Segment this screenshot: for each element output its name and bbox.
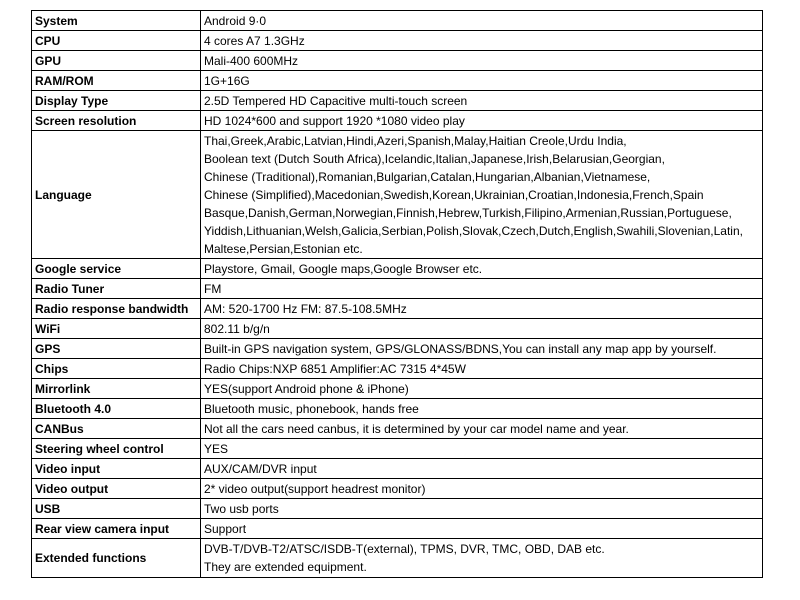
- spec-value-line: Bluetooth music, phonebook, hands free: [204, 401, 419, 416]
- spec-value-line: HD 1024*600 and support 1920 *1080 video play: [204, 113, 465, 128]
- spec-value: [201, 131, 763, 259]
- spec-label: Chips: [32, 359, 201, 379]
- spec-label: Extended functions: [32, 539, 201, 578]
- spec-row: [32, 479, 763, 499]
- spec-label: Google service: [32, 259, 201, 279]
- spec-value-line: Built-in GPS navigation system, GPS/GLONASS/BDNS,You can install any map app by yourself.: [204, 341, 717, 356]
- spec-row: [32, 319, 763, 339]
- spec-row: [32, 519, 763, 539]
- spec-label: Mirrorlink: [32, 379, 201, 399]
- spec-label: System: [32, 11, 201, 31]
- spec-value: [201, 399, 763, 419]
- spec-value-line: Chinese (Simplified),Macedonian,Swedish,Korean,Ukrainian,Croatian,Indonesia,French,Spain: [204, 187, 704, 202]
- spec-row: [32, 379, 763, 399]
- spec-value: [201, 71, 763, 91]
- spec-value: [201, 51, 763, 71]
- spec-label: CPU: [32, 31, 201, 51]
- spec-value: [201, 299, 763, 319]
- spec-value-line: AUX/CAM/DVR input: [204, 461, 317, 476]
- spec-value: [201, 419, 763, 439]
- spec-label: Screen resolution: [32, 111, 201, 131]
- spec-value-line: Two usb ports: [204, 501, 279, 516]
- spec-value-line: Maltese,Persian,Estonian etc.: [204, 241, 363, 256]
- spec-row: [32, 111, 763, 131]
- spec-value: [201, 499, 763, 519]
- spec-value-line: Thai,Greek,Arabic,Latvian,Hindi,Azeri,Spanish,Malay,Haitian Creole,Urdu India,: [204, 133, 627, 148]
- spec-label: Language: [32, 131, 201, 259]
- spec-label: Bluetooth 4.0: [32, 399, 201, 419]
- spec-value: [201, 539, 763, 578]
- spec-value: [201, 439, 763, 459]
- spec-row: [32, 131, 763, 259]
- spec-row: [32, 439, 763, 459]
- spec-row: [32, 299, 763, 319]
- spec-row: [32, 459, 763, 479]
- spec-value-line: Android 9·0: [204, 13, 267, 28]
- spec-value-line: 1G+16G: [204, 73, 250, 88]
- spec-label: GPS: [32, 339, 201, 359]
- spec-value-line: Support: [204, 521, 247, 536]
- spec-value-line: YES(support Android phone & iPhone): [204, 381, 409, 396]
- spec-value-line: They are extended equipment.: [204, 560, 367, 574]
- spec-row: [32, 11, 763, 31]
- spec-value-line: YES: [204, 441, 229, 456]
- spec-value-line: 2.5D Tempered HD Capacitive multi-touch screen: [204, 93, 468, 108]
- spec-value: [201, 359, 763, 379]
- spec-value-line: 802.11 b/g/n: [204, 321, 270, 336]
- spec-label: CANBus: [32, 419, 201, 439]
- spec-label: Steering wheel control: [32, 439, 201, 459]
- spec-value-line: Playstore, Gmail, Google maps,Google Browser etc.: [204, 261, 483, 276]
- spec-value-line: 2* video output(support headrest monitor): [204, 481, 426, 496]
- spec-value-line: Yiddish,Lithuanian,Welsh,Galicia,Serbian,Polish,Slovak,Czech,Dutch,English,Swahili,Slovenian,Latin,: [204, 223, 743, 238]
- spec-value-line: Radio Chips:NXP 6851 Amplifier:AC 7315 4*45W: [204, 361, 466, 376]
- spec-row: [32, 399, 763, 419]
- spec-value: [201, 91, 763, 111]
- spec-row: [32, 279, 763, 299]
- spec-value: [201, 519, 763, 539]
- spec-value-line: DVB-T/DVB-T2/ATSC/ISDB-T(external), TPMS, DVR, TMC, OBD, DAB etc.: [204, 542, 605, 556]
- spec-value-line: 4 cores A7 1.3GHz: [204, 33, 305, 48]
- spec-value: [201, 111, 763, 131]
- spec-row: [32, 339, 763, 359]
- spec-label: Video output: [32, 479, 201, 499]
- spec-table: [31, 10, 763, 578]
- spec-value: [201, 479, 763, 499]
- spec-value: [201, 259, 763, 279]
- spec-value-line: FM: [204, 281, 222, 296]
- spec-value-line: Mali-400 600MHz: [204, 53, 299, 68]
- spec-label: WiFi: [32, 319, 201, 339]
- spec-label: RAM/ROM: [32, 71, 201, 91]
- spec-value-line: Chinese (Traditional),Romanian,Bulgarian,Catalan,Hungarian,Albanian,Vietnamese,: [204, 169, 651, 184]
- spec-table-body: [32, 11, 763, 578]
- spec-value: [201, 339, 763, 359]
- spec-row: [32, 539, 763, 578]
- spec-value-line: Basque,Danish,German,Norwegian,Finnish,Hebrew,Turkish,Filipino,Armenian,Russian,Portuguese,: [204, 205, 732, 220]
- spec-row: [32, 259, 763, 279]
- spec-label: Radio response bandwidth: [32, 299, 201, 319]
- spec-value-line: AM: 520-1700 Hz FM: 87.5-108.5MHz: [204, 301, 407, 316]
- spec-row: [32, 359, 763, 379]
- spec-value-line: Not all the cars need canbus, it is determined by your car model name and year.: [204, 421, 629, 436]
- spec-value-line: Boolean text (Dutch South Africa),Icelandic,Italian,Japanese,Irish,Belarusian,Georgian,: [204, 151, 665, 166]
- spec-row: [32, 419, 763, 439]
- spec-row: [32, 31, 763, 51]
- spec-value: [201, 459, 763, 479]
- spec-label: Video input: [32, 459, 201, 479]
- spec-value: [201, 379, 763, 399]
- spec-label: GPU: [32, 51, 201, 71]
- spec-label: USB: [32, 499, 201, 519]
- spec-row: [32, 51, 763, 71]
- spec-value: [201, 31, 763, 51]
- spec-row: [32, 499, 763, 519]
- spec-value: [201, 11, 763, 31]
- spec-label: Radio Tuner: [32, 279, 201, 299]
- spec-row: [32, 71, 763, 91]
- spec-row: [32, 91, 763, 111]
- spec-value: [201, 279, 763, 299]
- spec-label: Display Type: [32, 91, 201, 111]
- spec-label: Rear view camera input: [32, 519, 201, 539]
- spec-value: [201, 319, 763, 339]
